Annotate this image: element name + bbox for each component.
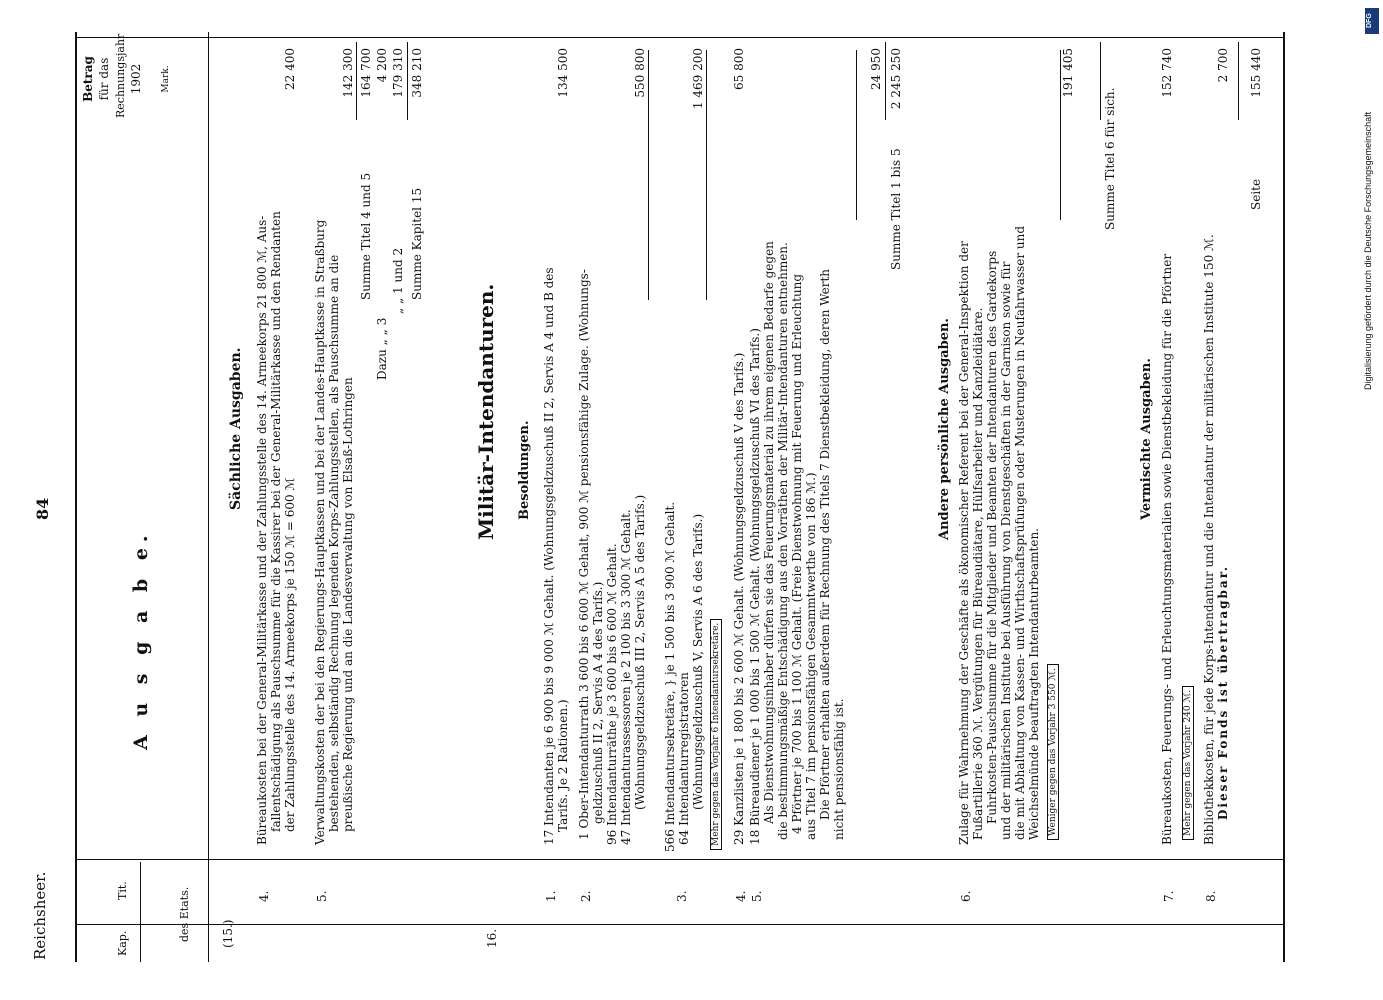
amount-16-6: 191 405 <box>1061 48 1075 98</box>
heading-andere: Andere persönliche Ausgaben. <box>937 318 952 540</box>
kap-16: 16. <box>485 928 499 948</box>
rule-16-5 <box>856 50 857 220</box>
seite-amount: 155 440 <box>1249 48 1263 98</box>
tit-15-4-line1: Büreaukosten bei der General-Militärkasse und der Zahlungsstelle des 14. Armeekorps 21 800 ℳ, Aus- <box>255 215 269 845</box>
amount-16-1: 134 500 <box>556 48 570 98</box>
chapter-16-title: Militär-Intendanturen. <box>474 283 498 540</box>
tit-16-2-line1: 1 Ober-Intendanturrath 3 600 bis 6 600 ℳ Gehalt, 900 ℳ pensionsfähige Zulage. (Wohnungs- <box>577 269 591 840</box>
tit-16-2-line3: 96 Intendanturräthe je 3 600 bis 6 600 ℳ Gehalt. <box>605 543 619 845</box>
note-16-3 <box>708 619 723 850</box>
col-kap: Kap. <box>116 930 129 956</box>
tit-16-5-line7: nicht pensionsfähig ist. <box>832 698 846 840</box>
tit-16-5-line4: 4 Pförtner je 700 bis 1 100 ℳ Gehalt. (Freie Dienstwohnung mit Feuerung und Erleuchtung <box>790 273 804 834</box>
amount-16-5: 24 950 <box>869 48 883 90</box>
sum-rule-15b <box>407 42 408 120</box>
col-betrag-l3: Rechnungsjahr <box>114 33 127 118</box>
tit-15-5-line3: preußische Regierung und an die Landesverwaltung von Elsaß-Lothringen <box>341 377 355 832</box>
table-bottom-rule <box>1283 32 1285 962</box>
tit-16-1-line1: 17 Intendanten je 6 900 bis 9 000 ℳ Gehalt. (Wohnungsgeldzuschuß II 2, Servis A 4 und B des <box>542 267 556 845</box>
col-betrag-l1: Betrag <box>81 56 95 102</box>
col-betrag-l4: 1902 <box>129 63 143 95</box>
col-divider-right <box>75 37 1283 38</box>
tit-16-2-line5: (Wohnungsgeldzuschuß III 2, Servis A 5 des Tarifs.) <box>633 494 647 810</box>
tit-16-8-line1: Bibliothekkosten, für jede Korps-Intendantur und die Intendantur der militärischen Institute 150 ℳ. <box>1202 234 1216 845</box>
tit-16-2: 2. <box>579 890 593 902</box>
tit-16-2-line2: geldzuschuß II 2, Servis A 4 des Tarifs.) <box>591 581 605 824</box>
heading-vermischte: Vermischte Ausgaben. <box>1139 358 1154 520</box>
col-divider-tit <box>75 859 1283 860</box>
dfg-logo <box>1365 8 1379 34</box>
sum-kapitel-15-amount: 348 210 <box>410 48 424 98</box>
sum-15-line1-label: Summe Titel 4 und 5 <box>359 172 373 300</box>
tit-16-5-line5: aus Titel 7 im pensionsfähigen Gesammtwerthe von 186 ℳ.) <box>804 472 818 840</box>
tit-16-8: 8. <box>1204 890 1218 902</box>
tit-15-5: 5. <box>315 890 329 902</box>
tit-15-5-line1: Verwaltungskosten der bei den Regierungs-Hauptkassen und bei der Landes-Hauptkasse in Straßburg <box>313 219 327 845</box>
tit-16-6-line1: Zulage für Wahrnehmung der Geschäfte als ökonomischer Referent bei der General-Inspektion der <box>957 241 971 845</box>
tit-16-6-line2: Fußartillerie 360 ℳ. Vergütungen für Büreaudiätare, Hülfsarbeiter und Kanzleidiätare. <box>971 307 985 840</box>
tit-16-6-line5: die mit Abhaltung von Kassen- und Wirthschaftsprüfungen oder Musterungen in Neufahrwasser und <box>1013 225 1027 840</box>
tit-16-7-line1: Büreaukosten, Feuerungs- und Erleuchtungsmaterialien sowie Dienstbekleidung für die Pförtner <box>1160 253 1174 845</box>
col-mark: Mark. <box>161 65 171 93</box>
tit-16-5: 5. <box>750 890 764 902</box>
sum-15-line2-amount: 4 200 <box>375 48 389 83</box>
tit-16-6-line6: Weichselmünde beauftragten Intendanturbeamten. <box>1027 528 1041 840</box>
tit-16-5-line3: die bestimmungsmäßige Entschädigung aus den Vorräthen der Militär-Intendanturen entnehmen. <box>776 242 790 840</box>
page-number: 84 <box>33 497 52 520</box>
tit-15-5-line2: bestehenden, selbständig Rechnung legenden Korps-Zahlungsstellen, als Pauschsumme an die <box>327 254 341 832</box>
kap-tit-rule <box>140 862 141 962</box>
digitization-credit <box>1363 12 1383 392</box>
amount-16-8: 2 700 <box>1216 48 1230 83</box>
weniger-note-box: Weniger gegen das Vorjahr 3 550 ℳ. <box>1047 664 1059 840</box>
tit-16-2-line4: 47 Intendanturassessoren je 2 100 bis 3 300 ℳ Gehalt. <box>619 509 633 845</box>
tit-16-3-line1: 566 Intendantursekretäre, } je 1 500 bis 3 900 ℳ Gehalt. <box>663 501 677 852</box>
sum-rule-16-1-5 <box>885 42 886 120</box>
tit-16-1: 1. <box>544 890 558 902</box>
kap-15: (15.) <box>221 919 235 948</box>
tit-16-3-line3: (Wohnungsgeldzuschuß V, Servis A 6 des Tarifs.) <box>691 513 705 810</box>
section-title: Reichsheer. <box>31 871 49 960</box>
tit-16-6-line4: und der militärischen Institute bei Ausführung von Dienstgeschäften in der Garnison sowie für <box>999 261 1013 840</box>
note-16-6 <box>1045 664 1060 840</box>
sum-15-line3-amount: 179 310 <box>391 48 405 98</box>
amount-15-4: 22 400 <box>283 48 297 90</box>
sum-15-line3-label: „ „ 1 und 2 <box>391 247 405 314</box>
sum-15-line2-label: Dazu „ „ 3 <box>375 317 389 380</box>
dfg-logo-text: DFG <box>1366 13 1373 28</box>
sum-16-1-5-amount: 2 245 250 <box>889 48 903 110</box>
heading-saechliche: Sächliche Ausgaben. <box>228 347 244 510</box>
mehr-note-box-7: Mehr gegen das Vorjahr 240 ℳ. <box>1182 686 1194 840</box>
amount-16-2: 550 800 <box>633 48 647 98</box>
tit-16-1-line2: Tarifs. Je 2 Rationen.) <box>556 699 570 832</box>
sum-16-6-label: Summe Titel 6 für sich. <box>1103 87 1117 230</box>
tit-16-3: 3. <box>675 890 689 902</box>
mehr-note-box: Mehr gegen das Vorjahr 6 Intendantursekretäre. <box>710 619 722 850</box>
seite-rule <box>1238 42 1239 120</box>
sum-16-1-5-label: Summe Titel 1 bis 5 <box>889 148 903 270</box>
rule-16-3 <box>706 50 707 300</box>
col-betrag-l2: für das <box>97 57 111 101</box>
note-16-7 <box>1180 686 1195 840</box>
amount-16-7: 152 740 <box>1160 48 1174 98</box>
sum-rule-16-6 <box>1100 42 1101 120</box>
tit-16-6: 6. <box>959 890 973 902</box>
tit-15-4-line2: fallentschädigung als Pauschsumme für die Kassirer bei der General-Militärkasse und den Rendanten <box>269 211 283 832</box>
tit-16-5-line1: 18 Büreaudiener je 1 000 bis 1 500 ℳ Gehalt. (Wohnungsgeldzuschuß VI des Tarifs.) <box>748 328 762 845</box>
heading-besoldungen: Besoldungen. <box>517 420 532 520</box>
tit-15-4-line3: der Zahlungsstelle des 14. Armeekorps je 150 ℳ = 600 ℳ <box>283 477 297 832</box>
amount-15-5: 142 300 <box>341 48 355 98</box>
col-des-etats: des Etats. <box>178 886 191 942</box>
tit-16-5-line2: Als Dienstwohnungsinhaber dürfen sie das Feuerungsmaterial zu ihrem eigenen Bedarfe gegen <box>762 241 776 824</box>
seite-label: Seite <box>1249 178 1263 210</box>
table-top-rule <box>75 32 77 962</box>
rule-16-2 <box>648 50 649 300</box>
tit-16-4-line1: 29 Kanzlisten je 1 800 bis 2 600 ℳ Gehalt. (Wohnungsgeldzuschuß V des Tarifs.) <box>732 352 746 845</box>
tit-16-8-line2: Dieser Fonds ist übertragbar. <box>1216 564 1230 820</box>
sum-kapitel-15-label: Summe Kapitel 15 <box>410 187 424 300</box>
tit-16-7: 7. <box>1162 890 1176 902</box>
col-tit: Tit. <box>116 881 129 900</box>
sum-15-line1-amount: 164 700 <box>359 48 373 98</box>
tit-16-3-line2: 64 Intendanturregistratoren <box>677 672 691 845</box>
header-bottom-rule <box>208 32 209 962</box>
main-title: A u s g a b e. <box>130 529 152 750</box>
col-divider-kap <box>75 924 1283 925</box>
tit-16-6-line3: Fuhrkosten-Pauschsumme für die Mitglieder und Beamten der Intendanturen des Gardekorps <box>985 250 999 824</box>
sum-rule-15a <box>356 42 357 120</box>
tit-16-5-line6: Die Pförtner erhalten außerdem für Rechnung des Titels 7 Dienstbekleidung, deren Werth <box>818 268 832 820</box>
credit-text: Digitalisierung gefördert durch die Deutsche Forschungsgemeinschaft <box>1363 111 1373 390</box>
amount-16-4: 65 800 <box>732 48 746 90</box>
amount-16-3: 1 469 200 <box>691 48 705 110</box>
tit-15-4: 4. <box>257 890 271 902</box>
tit-16-4: 4. <box>734 890 748 902</box>
